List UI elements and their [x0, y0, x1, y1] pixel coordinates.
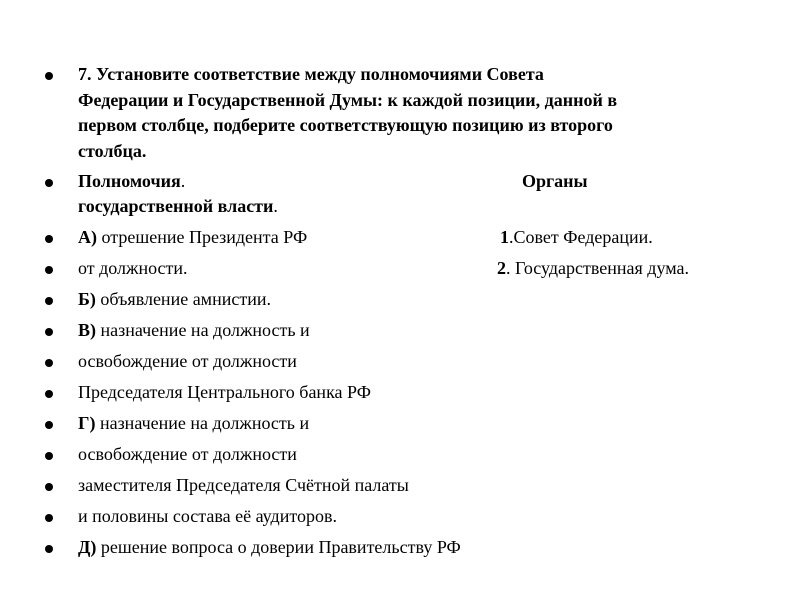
bullet [45, 359, 53, 367]
item-v-line-3: Председателя Центрального банка РФ [78, 382, 371, 402]
item-d-letter: Д) [78, 537, 97, 557]
item-g-line-2: освобождение от должности [78, 444, 297, 464]
header-col2: Органы [522, 171, 588, 191]
bullet [45, 421, 53, 429]
question-line-3: первом столбце, подберите соответствующую позицию из второго [78, 115, 613, 135]
bullet [45, 179, 53, 187]
bullet [45, 483, 53, 491]
item-a-text1: отрешение Президента РФ [97, 227, 308, 247]
bullet [45, 72, 53, 80]
item-a-letter: А) [78, 227, 97, 247]
header-col2-line2: государственной власти [78, 196, 274, 216]
item-v-text1: назначение на должность и [96, 320, 310, 340]
bullet [45, 514, 53, 522]
organ-2-num: 2 [497, 258, 506, 278]
organ-1 [500, 225, 653, 249]
question-line-4: столбца. [78, 141, 147, 161]
header-col2-line2-dot: . [273, 196, 278, 216]
item-b-letter: Б) [78, 289, 96, 309]
item-g-line-1 [78, 411, 309, 435]
header-col1: Полномочия [78, 171, 181, 191]
item-a-line-2: от должности. [78, 258, 188, 278]
item-a-line-1 [78, 225, 307, 249]
bullet [45, 328, 53, 336]
item-v-letter: В) [78, 320, 96, 340]
item-v-line-1 [78, 318, 310, 342]
bullet [45, 297, 53, 305]
bullet [45, 545, 53, 553]
organ-1-text: .Совет Федерации. [509, 227, 653, 247]
organ-2 [497, 256, 689, 280]
header-row-2 [78, 194, 278, 218]
bullet [45, 452, 53, 460]
item-d-text: решение вопроса о доверии Правительству РФ [96, 537, 461, 557]
item-g-line-3: заместителя Председателя Счётной палаты [78, 475, 409, 495]
organ-2-text: . Государственная дума. [506, 258, 689, 278]
item-v-line-2: освобождение от должности [78, 351, 297, 371]
item-b-text: объявление амнистии. [95, 289, 271, 309]
organ-1-num: 1 [500, 227, 509, 247]
question-line-2: Федерации и Государственной Думы: к каждой позиции, данной в [78, 90, 618, 110]
item-g-text1: назначение на должность и [95, 413, 310, 433]
bullet [45, 390, 53, 398]
item-b [78, 287, 271, 311]
item-d [78, 535, 461, 559]
question-line-1: 7. Установите соответствие между полномочиями Совета [78, 64, 544, 84]
bullet [45, 266, 53, 274]
header-col1-dot: . [180, 171, 186, 191]
header-row [78, 169, 185, 193]
item-g-line-4: и половины состава её аудиторов. [78, 506, 337, 526]
item-g-letter: Г) [78, 413, 96, 433]
bullet [45, 235, 53, 243]
